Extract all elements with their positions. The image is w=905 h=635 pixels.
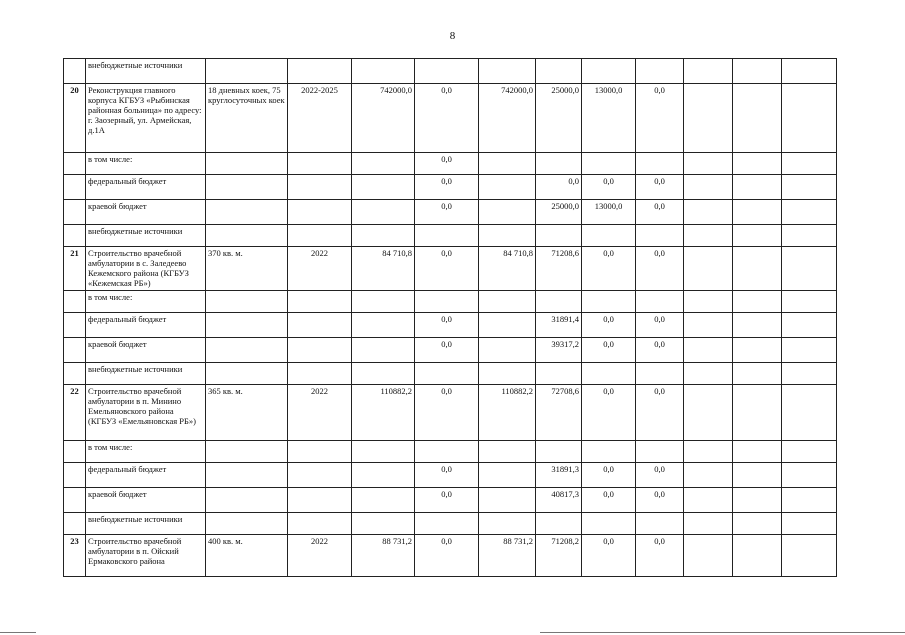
value-cell-4 — [582, 441, 636, 463]
capacity-cell: 18 дневных коек, 75 круглосуточных коек — [206, 84, 288, 153]
value-cell-3: 25000,0 — [536, 84, 582, 153]
value-cell-5: 0,0 — [636, 488, 684, 513]
value-cell-8 — [782, 225, 837, 247]
value-cell-5: 0,0 — [636, 313, 684, 338]
value-cell-7 — [733, 513, 782, 535]
table-row — [64, 84, 837, 153]
row-number-cell — [64, 313, 86, 338]
value-cell-2 — [479, 225, 536, 247]
value-cell-6 — [684, 175, 733, 200]
years-cell — [288, 225, 352, 247]
capacity-cell — [206, 488, 288, 513]
value-cell-1 — [415, 513, 479, 535]
value-cell-4: 0,0 — [582, 488, 636, 513]
name-cell: краевой бюджет — [86, 338, 206, 363]
years-cell — [288, 338, 352, 363]
value-cell-6 — [684, 313, 733, 338]
value-cell-7 — [733, 338, 782, 363]
value-cell-1: 0,0 — [415, 175, 479, 200]
table-row — [64, 535, 837, 577]
cost-cell — [352, 441, 415, 463]
value-cell-2: 110882,2 — [479, 385, 536, 441]
value-cell-5: 0,0 — [636, 535, 684, 577]
value-cell-6 — [684, 385, 733, 441]
value-cell-4: 13000,0 — [582, 84, 636, 153]
value-cell-8 — [782, 535, 837, 577]
years-cell — [288, 200, 352, 225]
name-cell: внебюджетные источники — [86, 225, 206, 247]
value-cell-5: 0,0 — [636, 247, 684, 291]
value-cell-7 — [733, 175, 782, 200]
table-row — [64, 59, 837, 84]
value-cell-6 — [684, 153, 733, 175]
value-cell-3: 0,0 — [536, 175, 582, 200]
value-cell-4 — [582, 513, 636, 535]
value-cell-2: 84 710,8 — [479, 247, 536, 291]
value-cell-5 — [636, 291, 684, 313]
table-row — [64, 313, 837, 338]
years-cell — [288, 441, 352, 463]
name-cell: в том числе: — [86, 291, 206, 313]
years-cell — [288, 513, 352, 535]
value-cell-6 — [684, 84, 733, 153]
capacity-cell — [206, 313, 288, 338]
name-cell: в том числе: — [86, 441, 206, 463]
value-cell-3: 40817,3 — [536, 488, 582, 513]
cost-cell — [352, 463, 415, 488]
value-cell-7 — [733, 225, 782, 247]
value-cell-4 — [582, 225, 636, 247]
row-number-cell — [64, 59, 86, 84]
value-cell-2 — [479, 463, 536, 488]
value-cell-4 — [582, 153, 636, 175]
value-cell-1: 0,0 — [415, 313, 479, 338]
cost-cell — [352, 338, 415, 363]
table-row — [64, 441, 837, 463]
years-cell — [288, 153, 352, 175]
value-cell-5 — [636, 441, 684, 463]
value-cell-4 — [582, 59, 636, 84]
value-cell-4: 0,0 — [582, 463, 636, 488]
value-cell-6 — [684, 338, 733, 363]
value-cell-3 — [536, 59, 582, 84]
value-cell-5 — [636, 153, 684, 175]
row-number-cell: 21 — [64, 247, 86, 291]
value-cell-3: 72708,6 — [536, 385, 582, 441]
value-cell-7 — [733, 385, 782, 441]
value-cell-8 — [782, 385, 837, 441]
cost-cell — [352, 59, 415, 84]
value-cell-2 — [479, 153, 536, 175]
value-cell-1: 0,0 — [415, 463, 479, 488]
value-cell-5: 0,0 — [636, 385, 684, 441]
capacity-cell: 400 кв. м. — [206, 535, 288, 577]
table-row — [64, 200, 837, 225]
table-row — [64, 291, 837, 313]
years-cell — [288, 291, 352, 313]
row-number-cell: 23 — [64, 535, 86, 577]
capacity-cell — [206, 153, 288, 175]
value-cell-7 — [733, 200, 782, 225]
capacity-cell — [206, 463, 288, 488]
value-cell-3: 31891,4 — [536, 313, 582, 338]
capacity-cell — [206, 225, 288, 247]
capacity-cell — [206, 363, 288, 385]
value-cell-1 — [415, 225, 479, 247]
table-row — [64, 513, 837, 535]
value-cell-3: 71208,6 — [536, 247, 582, 291]
value-cell-2 — [479, 441, 536, 463]
value-cell-7 — [733, 153, 782, 175]
value-cell-8 — [782, 84, 837, 153]
table-row — [64, 225, 837, 247]
cost-cell — [352, 225, 415, 247]
table-row — [64, 338, 837, 363]
years-cell — [288, 363, 352, 385]
value-cell-7 — [733, 488, 782, 513]
cost-cell — [352, 153, 415, 175]
capacity-cell — [206, 291, 288, 313]
value-cell-6 — [684, 488, 733, 513]
row-number-cell — [64, 153, 86, 175]
value-cell-5: 0,0 — [636, 200, 684, 225]
cost-cell — [352, 200, 415, 225]
value-cell-1 — [415, 441, 479, 463]
value-cell-4 — [582, 291, 636, 313]
value-cell-8 — [782, 338, 837, 363]
years-cell — [288, 488, 352, 513]
page-number: 8 — [449, 30, 456, 42]
name-cell: в том числе: — [86, 153, 206, 175]
value-cell-6 — [684, 247, 733, 291]
value-cell-2 — [479, 175, 536, 200]
value-cell-3 — [536, 153, 582, 175]
value-cell-2 — [479, 488, 536, 513]
capacity-cell — [206, 441, 288, 463]
value-cell-7 — [733, 441, 782, 463]
cost-cell — [352, 291, 415, 313]
row-number-cell — [64, 200, 86, 225]
value-cell-4: 0,0 — [582, 535, 636, 577]
value-cell-4: 0,0 — [582, 313, 636, 338]
value-cell-1 — [415, 291, 479, 313]
value-cell-8 — [782, 441, 837, 463]
capacity-cell — [206, 175, 288, 200]
value-cell-4: 0,0 — [582, 385, 636, 441]
value-cell-1: 0,0 — [415, 488, 479, 513]
row-number-cell — [64, 363, 86, 385]
capacity-cell: 370 кв. м. — [206, 247, 288, 291]
value-cell-8 — [782, 313, 837, 338]
capacity-cell — [206, 338, 288, 363]
row-number-cell — [64, 463, 86, 488]
value-cell-5: 0,0 — [636, 338, 684, 363]
table-row — [64, 175, 837, 200]
value-cell-8 — [782, 175, 837, 200]
value-cell-6 — [684, 291, 733, 313]
years-cell: 2022 — [288, 385, 352, 441]
value-cell-2 — [479, 513, 536, 535]
value-cell-5 — [636, 513, 684, 535]
capacity-cell — [206, 59, 288, 84]
cost-cell — [352, 513, 415, 535]
name-cell: Строительство врачебной амбулатории в п. Минино Емельяновского района (КГБУЗ «Емельяновская РБ») — [86, 385, 206, 441]
table-row — [64, 363, 837, 385]
footer-line-right — [540, 632, 905, 633]
name-cell: внебюджетные источники — [86, 363, 206, 385]
row-number-cell: 22 — [64, 385, 86, 441]
value-cell-6 — [684, 441, 733, 463]
cost-cell — [352, 313, 415, 338]
row-number-cell — [64, 338, 86, 363]
value-cell-8 — [782, 513, 837, 535]
value-cell-8 — [782, 291, 837, 313]
capacity-cell — [206, 200, 288, 225]
cost-cell — [352, 363, 415, 385]
cost-cell: 88 731,2 — [352, 535, 415, 577]
name-cell: федеральный бюджет — [86, 463, 206, 488]
value-cell-7 — [733, 291, 782, 313]
value-cell-6 — [684, 59, 733, 84]
value-cell-3 — [536, 225, 582, 247]
value-cell-3: 39317,2 — [536, 338, 582, 363]
value-cell-6 — [684, 535, 733, 577]
value-cell-5 — [636, 59, 684, 84]
table-row — [64, 247, 837, 291]
table-row — [64, 488, 837, 513]
value-cell-4: 0,0 — [582, 338, 636, 363]
value-cell-6 — [684, 363, 733, 385]
name-cell: краевой бюджет — [86, 488, 206, 513]
value-cell-1 — [415, 363, 479, 385]
value-cell-7 — [733, 247, 782, 291]
value-cell-2 — [479, 291, 536, 313]
value-cell-1 — [415, 59, 479, 84]
cost-cell — [352, 175, 415, 200]
cost-cell: 110882,2 — [352, 385, 415, 441]
table-row — [64, 153, 837, 175]
years-cell: 2022-2025 — [288, 84, 352, 153]
value-cell-5 — [636, 363, 684, 385]
value-cell-8 — [782, 463, 837, 488]
name-cell: внебюджетные источники — [86, 59, 206, 84]
value-cell-3 — [536, 441, 582, 463]
value-cell-7 — [733, 84, 782, 153]
table-row — [64, 385, 837, 441]
value-cell-1: 0,0 — [415, 153, 479, 175]
value-cell-3: 31891,3 — [536, 463, 582, 488]
value-cell-3: 25000,0 — [536, 200, 582, 225]
value-cell-3: 71208,2 — [536, 535, 582, 577]
cost-cell — [352, 488, 415, 513]
years-cell — [288, 463, 352, 488]
value-cell-6 — [684, 200, 733, 225]
name-cell: Строительство врачебной амбулатории в п. Ойский Ермаковского района — [86, 535, 206, 577]
row-number-cell — [64, 225, 86, 247]
row-number-cell — [64, 513, 86, 535]
name-cell: краевой бюджет — [86, 200, 206, 225]
value-cell-2 — [479, 200, 536, 225]
value-cell-2 — [479, 59, 536, 84]
value-cell-8 — [782, 488, 837, 513]
value-cell-5: 0,0 — [636, 175, 684, 200]
value-cell-6 — [684, 225, 733, 247]
value-cell-5 — [636, 225, 684, 247]
value-cell-6 — [684, 513, 733, 535]
years-cell — [288, 59, 352, 84]
value-cell-7 — [733, 313, 782, 338]
row-number-cell — [64, 291, 86, 313]
value-cell-6 — [684, 463, 733, 488]
budget-table — [63, 58, 837, 577]
name-cell: Реконструкция главного корпуса КГБУЗ «Рыбинская районная больница» по адресу: г. Заозерный, ул. Армейская, д.1А — [86, 84, 206, 153]
value-cell-2: 742000,0 — [479, 84, 536, 153]
value-cell-1: 0,0 — [415, 247, 479, 291]
value-cell-7 — [733, 463, 782, 488]
row-number-cell — [64, 441, 86, 463]
row-number-cell: 20 — [64, 84, 86, 153]
value-cell-3 — [536, 291, 582, 313]
capacity-cell: 365 кв. м. — [206, 385, 288, 441]
value-cell-7 — [733, 363, 782, 385]
value-cell-4: 0,0 — [582, 175, 636, 200]
value-cell-7 — [733, 59, 782, 84]
value-cell-8 — [782, 59, 837, 84]
value-cell-1: 0,0 — [415, 385, 479, 441]
value-cell-4 — [582, 363, 636, 385]
value-cell-8 — [782, 247, 837, 291]
value-cell-1: 0,0 — [415, 338, 479, 363]
capacity-cell — [206, 513, 288, 535]
name-cell: внебюджетные источники — [86, 513, 206, 535]
years-cell: 2022 — [288, 247, 352, 291]
years-cell: 2022 — [288, 535, 352, 577]
value-cell-8 — [782, 200, 837, 225]
value-cell-3 — [536, 513, 582, 535]
value-cell-2 — [479, 313, 536, 338]
value-cell-2 — [479, 363, 536, 385]
value-cell-5: 0,0 — [636, 463, 684, 488]
years-cell — [288, 313, 352, 338]
name-cell: федеральный бюджет — [86, 175, 206, 200]
value-cell-8 — [782, 363, 837, 385]
value-cell-3 — [536, 363, 582, 385]
table-row — [64, 463, 837, 488]
row-number-cell — [64, 175, 86, 200]
value-cell-4: 13000,0 — [582, 200, 636, 225]
value-cell-4: 0,0 — [582, 247, 636, 291]
value-cell-1: 0,0 — [415, 200, 479, 225]
value-cell-1: 0,0 — [415, 535, 479, 577]
name-cell: федеральный бюджет — [86, 313, 206, 338]
cost-cell: 84 710,8 — [352, 247, 415, 291]
value-cell-2: 88 731,2 — [479, 535, 536, 577]
value-cell-1: 0,0 — [415, 84, 479, 153]
years-cell — [288, 175, 352, 200]
value-cell-2 — [479, 338, 536, 363]
cost-cell: 742000,0 — [352, 84, 415, 153]
row-number-cell — [64, 488, 86, 513]
value-cell-8 — [782, 153, 837, 175]
value-cell-7 — [733, 535, 782, 577]
footer-line-left — [0, 632, 36, 633]
name-cell: Строительство врачебной амбулатории в с. Заледеево Кежемского района (КГБУЗ «Кежемская РБ») — [86, 247, 206, 291]
value-cell-5: 0,0 — [636, 84, 684, 153]
